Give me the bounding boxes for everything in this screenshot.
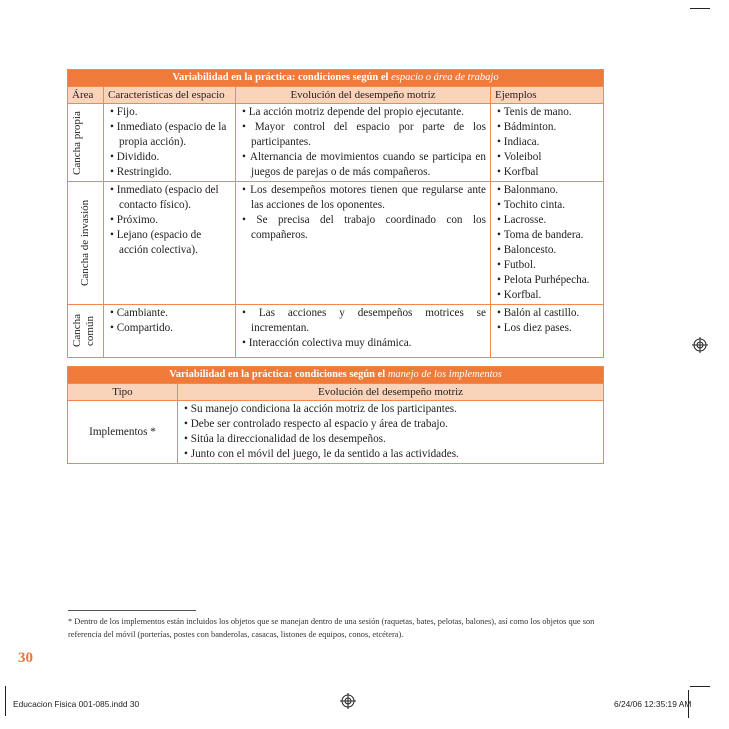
list-item: • Balón al castillo. <box>495 306 599 321</box>
list-item: • Alternancia de movimientos cuando se participa en juegos de parejas o de más compañeros. <box>240 150 486 180</box>
list-item: • Su manejo condiciona la acción motriz de los participantes. <box>182 402 599 417</box>
list-item: • Fijo. <box>108 105 231 120</box>
list-item: • Pelota Purhépecha. <box>495 273 599 288</box>
column-header: Evolución del desempeño motriz <box>178 384 604 401</box>
list-item: • Indiaca. <box>495 135 599 150</box>
list-item: • Los diez pases. <box>495 321 599 336</box>
list-item: • Inmediato (espacio de la propia acción). <box>108 120 231 150</box>
list-item: • Los desempeños motores tienen que regularse ante las acciones de los oponentes. <box>240 183 486 213</box>
table-row <box>68 401 604 464</box>
list-item: • Se precisa del trabajo coordinado con los compañeros. <box>240 213 486 243</box>
list-item: • Compartido. <box>108 321 231 336</box>
list-item: • Baloncesto. <box>495 243 599 258</box>
column-header: Área <box>68 87 104 104</box>
list-item: • Inmediato (espacio del contacto físico). <box>108 183 231 213</box>
list-item: • Dividido. <box>108 150 231 165</box>
crop-mark <box>5 686 6 716</box>
footnote: * Dentro de los implementos están incluidos los objetos que se manejan dentro de una sesión (raquetas, bates, pelotas, balones), así como los objetos que son referencia del móvil (porterías, postes con banderolas, casacas, listones de equipos, conos, etcétera). <box>68 617 595 639</box>
list-item: • Korfbal <box>495 165 599 180</box>
table-title: Variabilidad en la práctica: condiciones según el manejo de los implementos <box>68 367 604 384</box>
crop-mark <box>690 8 710 9</box>
list-item: • La acción motriz depende del propio ejecutante. <box>240 105 486 120</box>
column-header: Características del espacio <box>104 87 236 104</box>
list-item: • Mayor control del espacio por parte de los participantes. <box>240 120 486 150</box>
list-item: • Próximo. <box>108 213 231 228</box>
implements-type: Implementos * <box>68 401 178 464</box>
list-item: • Toma de bandera. <box>495 228 599 243</box>
table-row <box>68 104 604 182</box>
list-item: • Interacción colectiva muy dinámica. <box>240 336 486 351</box>
list-item: • Bádminton. <box>495 120 599 135</box>
area-label: Cancha de invasión <box>79 199 91 287</box>
table-row <box>68 182 604 305</box>
list-item: • Junto con el móvil del juego, le da sentido a las actividades. <box>182 447 599 462</box>
space-variability-table <box>67 69 604 358</box>
list-item: • Cambiante. <box>108 306 231 321</box>
area-label: Cancha común <box>70 314 96 348</box>
table-row <box>68 305 604 358</box>
registration-mark-icon <box>340 693 356 709</box>
list-item: • Debe ser controlado respecto al espacio y área de trabajo. <box>182 417 599 432</box>
table-title: Variabilidad en la práctica: condiciones según el espacio o área de trabajo <box>68 70 604 87</box>
column-header: Evolución del desempeño motriz <box>236 87 491 104</box>
implements-variability-table <box>67 366 604 464</box>
list-item: • Lacrosse. <box>495 213 599 228</box>
timestamp-slug: 6/24/06 12:35:19 AM <box>614 699 692 709</box>
column-header: Ejemplos <box>491 87 604 104</box>
list-item: • Sitúa la direccionalidad de los desempeños. <box>182 432 599 447</box>
list-item: • Tenis de mano. <box>495 105 599 120</box>
registration-mark-icon <box>692 337 708 353</box>
file-slug: Educacion Fisica 001-085.indd 30 <box>13 699 140 709</box>
area-label: Cancha propia <box>70 110 83 175</box>
crop-mark <box>690 686 710 687</box>
list-item: • Voleibol <box>495 150 599 165</box>
list-item: • Korfbal. <box>495 288 599 303</box>
list-item: • Las acciones y desempeños motrices se incrementan. <box>240 306 486 336</box>
column-header: Tipo <box>68 384 178 401</box>
list-item: • Balonmano. <box>495 183 599 198</box>
list-item: • Tochito cinta. <box>495 198 599 213</box>
list-item: • Futbol. <box>495 258 599 273</box>
page-number: 30 <box>18 650 33 666</box>
list-item: • Lejano (espacio de acción colectiva). <box>108 228 231 258</box>
list-item: • Restringido. <box>108 165 231 180</box>
footnote-divider <box>68 610 196 611</box>
